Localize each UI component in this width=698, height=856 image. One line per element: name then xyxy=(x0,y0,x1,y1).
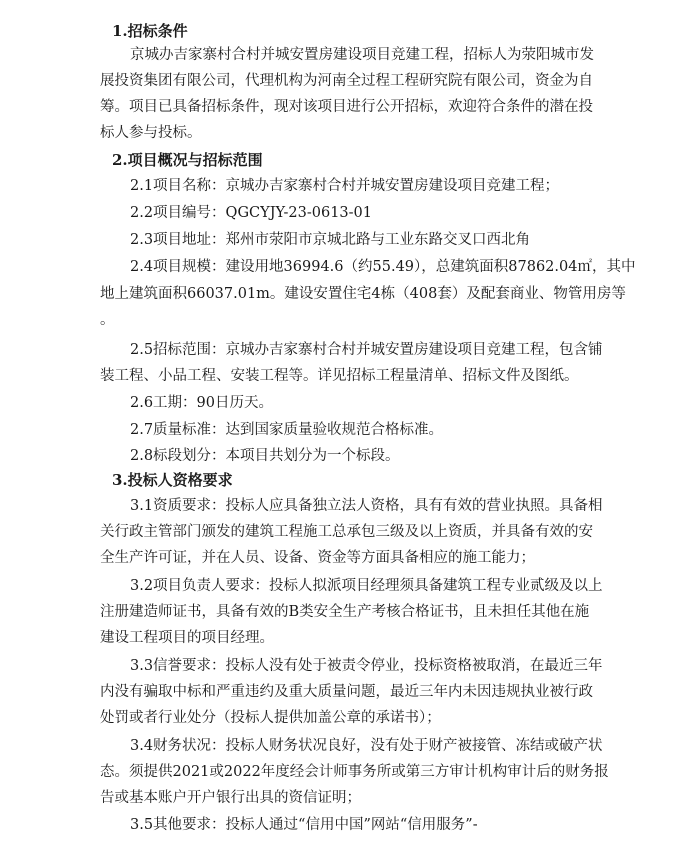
item-3-1-line: 全生产许可证，并在人员、设备、资金等方面具备相应的施工能力； xyxy=(100,550,535,566)
section-heading-2: 2.项目概况与招标范围 xyxy=(112,151,263,169)
section-heading-3: 3.投标人资格要求 xyxy=(112,471,233,489)
item-2-7: 2.7质量标准：达到国家质量验收规范合格标准。 xyxy=(130,422,444,438)
paragraph-line: 筹。项目已具备招标条件，现对该项目进行公开招标，欢迎符合条件的潜在投 xyxy=(100,99,593,115)
item-2-3: 2.3项目地址：郑州市荥阳市京城北路与工业东路交叉口西北角 xyxy=(130,232,531,248)
item-3-3-line: 3.3信誉要求：投标人没有处于被责令停业，投标资格被取消，在最近三年 xyxy=(130,658,603,674)
item-3-4-line: 态。须提供2021或2022年度经会计师事务所或第三方审计机构审计后的财务报 xyxy=(100,764,609,780)
paragraph-line: 京城办吉家寨村合村并城安置房建设项目竞建工程，招标人为荥阳城市发 xyxy=(130,47,594,63)
item-2-4-line: 2.4项目规模：建设用地36994.6（约55.49），总建筑面积87862.04㎡，其中 xyxy=(130,259,636,275)
item-3-3-line: 处罚或者行业处分（投标人提供加盖公章的承诺书）； xyxy=(100,710,441,726)
section-heading-1: 1.招标条件 xyxy=(112,22,188,40)
item-3-1-line: 关行政主管部门颁发的建筑工程施工总承包三级及以上资质，并具备有效的安 xyxy=(100,524,593,540)
item-3-3-line: 内没有骗取中标和严重违约及重大质量问题，最近三年内未因违规执业被行政 xyxy=(100,684,593,700)
item-2-2: 2.2项目编号：QGCYJY-23-0613-01 xyxy=(130,205,372,221)
item-3-1-line: 3.1资质要求：投标人应具备独立法人资格，具有有效的营业执照。具备相 xyxy=(130,498,603,514)
item-2-4-line: 地上建筑面积66037.01m。建设安置住宅4栋（408套）及配套商业、物管用房等 xyxy=(100,286,626,302)
item-2-6: 2.6工期：90日历天。 xyxy=(130,395,274,411)
item-2-5-line: 装工程、小品工程、安装工程等。详见招标工程量清单、招标文件及图纸。 xyxy=(100,368,579,384)
item-2-4-line: 。 xyxy=(100,312,115,328)
item-3-2-line: 建设工程项目的项目经理。 xyxy=(100,630,274,646)
paragraph-line: 展投资集团有限公司，代理机构为河南全过程工程研究院有限公司，资金为自 xyxy=(100,73,593,89)
item-2-5-line: 2.5招标范围：京城办吉家寨村合村并城安置房建设项目竞建工程，包含铺 xyxy=(130,342,603,358)
item-2-8: 2.8标段划分：本项目共划分为一个标段。 xyxy=(130,448,400,464)
item-3-4-line: 告或基本账户开户银行出具的资信证明； xyxy=(100,790,361,806)
paragraph-line: 标人参与投标。 xyxy=(100,125,202,141)
item-3-5: 3.5其他要求：投标人通过“信用中国”网站“信用服务”- xyxy=(130,817,478,833)
item-2-1: 2.1项目名称：京城办吉家寨村合村并城安置房建设项目竞建工程； xyxy=(130,178,560,194)
item-3-4-line: 3.4财务状况：投标人财务状况良好，没有处于财产被接管、冻结或破产状 xyxy=(130,738,603,754)
item-3-2-line: 注册建造师证书，具备有效的B类安全生产考核合格证书，且未担任其他在施 xyxy=(100,604,590,620)
item-3-2-line: 3.2项目负责人要求：投标人拟派项目经理须具备建筑工程专业贰级及以上 xyxy=(130,578,603,594)
